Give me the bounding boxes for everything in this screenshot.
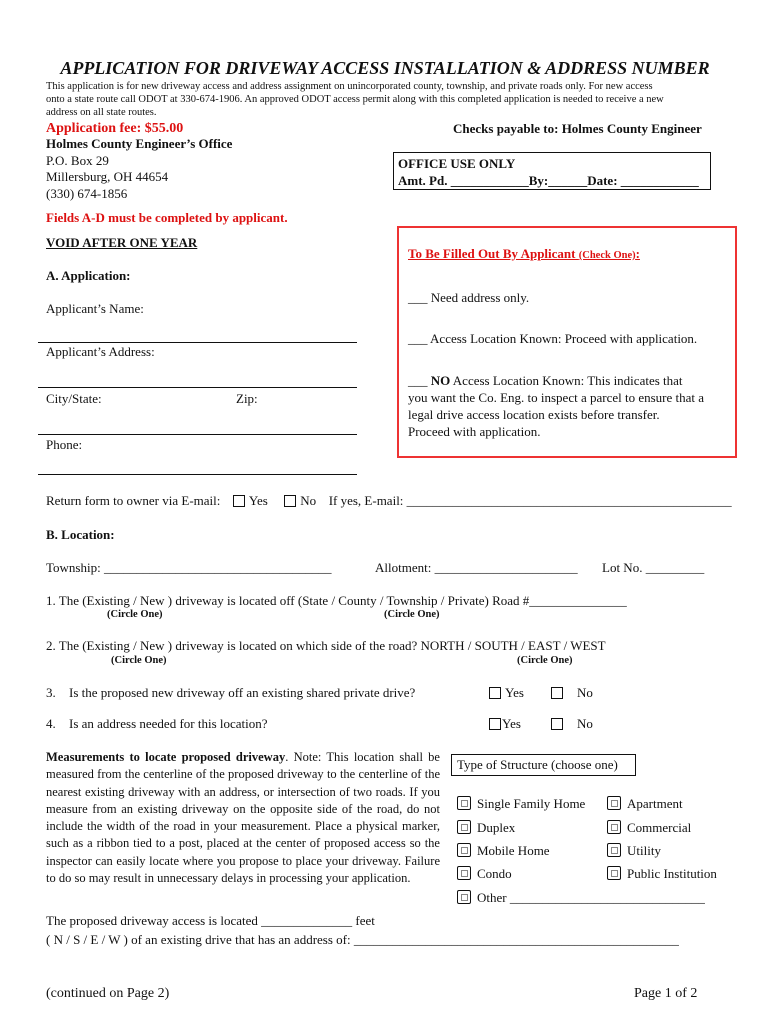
structure-other-field[interactable]: Other ______________________________ <box>477 890 705 905</box>
structure-checkbox[interactable] <box>607 796 621 810</box>
option-text: Access Location Known: This indicates that <box>450 373 683 388</box>
zip-label: Zip: <box>236 391 258 406</box>
q3-yes-label: Yes <box>505 685 524 700</box>
q3-no-checkbox[interactable] <box>551 687 563 699</box>
lot-field[interactable]: Lot No. _________ <box>602 560 705 575</box>
question-3-number: 3. <box>46 685 56 700</box>
return-email-field[interactable]: If yes, E-mail: __________________________________________________ <box>328 493 732 508</box>
phone-field[interactable] <box>38 474 357 475</box>
option-text: legal drive access location exists before transfer. <box>408 407 660 422</box>
structure-option-label: Commercial <box>627 820 692 835</box>
applicant-box-title <box>408 246 640 262</box>
structure-option[interactable] <box>607 866 717 882</box>
application-fee: Application fee: $55.00 <box>46 121 184 136</box>
option-no-word: NO <box>430 373 451 388</box>
applicant-box-colon: : <box>635 246 640 261</box>
q3-yes-checkbox[interactable] <box>489 687 501 699</box>
intro-line: onto a state route call ODOT at 330-674-1906. An approved ODOT access permit along with this completed application is needed to receive a new <box>46 94 664 105</box>
option-text: Proceed with application. <box>408 424 541 439</box>
q3-yes[interactable] <box>489 685 524 701</box>
structure-option[interactable] <box>457 820 515 836</box>
q4-yes-label: Yes <box>502 716 521 731</box>
structure-checkbox[interactable] <box>607 820 621 834</box>
return-yes-checkbox[interactable] <box>233 495 245 507</box>
measurements-paragraph <box>46 749 440 887</box>
city-state-zip-field[interactable] <box>38 434 357 435</box>
void-notice: VOID AFTER ONE YEAR <box>46 235 198 250</box>
question-4: Is an address needed for this location? <box>69 716 268 731</box>
section-a-heading: A. Application: <box>46 268 131 283</box>
measurements-lead: Measurements to locate proposed driveway <box>46 750 286 764</box>
measurements-text: . Note: This location shall be measured from the centerline of the proposed driveway to the centerline of the nearest existing driveway with an address, or intersection of two roads. If you measure from an existing driveway on the opposite side of the road, do not include the width of the road in your measurement. Place a physical marker, such as a ribbon tied to a post, placed at the center of proposed access so the inspector can easily locate where you propose to place your driveway. Failure to do so may result in unnecessary delays in processing your application. <box>46 750 440 886</box>
phone-label: Phone: <box>46 437 83 452</box>
q4-no[interactable] <box>551 716 593 732</box>
structure-option[interactable] <box>457 866 512 882</box>
question-2[interactable]: 2. The (Existing / New ) driveway is located on which side of the road? NORTH / SOUTH / EAST / WEST <box>46 638 606 653</box>
driveway-distance-field[interactable]: The proposed driveway access is located ______________ feet <box>46 913 375 928</box>
structure-option-label: Single Family Home <box>477 796 586 811</box>
intro-line: This application is for new driveway access and address assignment on unincorporated county, township, and private roads only. For new access <box>46 81 653 92</box>
return-yes-label: Yes <box>248 493 268 508</box>
office-phone: (330) 674-1856 <box>46 186 128 201</box>
question-4-number: 4. <box>46 716 56 731</box>
applicant-name-field[interactable] <box>38 342 357 343</box>
applicant-address-field[interactable] <box>38 387 357 388</box>
office-name: Holmes County Engineer’s Office <box>46 136 233 151</box>
question-1[interactable]: 1. The (Existing / New ) driveway is located off (State / County / Township / Private) Road #_______________ <box>46 593 627 608</box>
structure-option-other[interactable] <box>457 890 705 906</box>
question-3: Is the proposed new driveway off an existing shared private drive? <box>69 685 416 700</box>
structure-option[interactable] <box>607 796 683 812</box>
structure-checkbox[interactable] <box>457 890 471 904</box>
continued-note: (continued on Page 2) <box>46 986 170 1001</box>
return-form-label: Return form to owner via E-mail: <box>46 493 221 508</box>
page-title: APPLICATION FOR DRIVEWAY ACCESS INSTALLATION & ADDRESS NUMBER <box>60 58 710 78</box>
structure-option[interactable] <box>607 820 691 836</box>
q3-no-label: No <box>577 685 593 700</box>
structure-option-label: Utility <box>627 843 661 858</box>
structure-type-box <box>451 754 743 918</box>
checks-payable: Checks payable to: Holmes County Engineer <box>453 121 702 136</box>
structure-checkbox[interactable] <box>457 820 471 834</box>
applicant-box-title-text: To Be Filled Out By Applicant <box>408 246 576 261</box>
return-no-label: No <box>300 493 317 508</box>
circle-one-note: (Circle One) <box>111 655 167 666</box>
option-access-known[interactable]: ___ Access Location Known: Proceed with application. <box>408 331 698 346</box>
structure-option-label: Apartment <box>627 796 683 811</box>
structure-option[interactable] <box>607 843 661 859</box>
applicant-address-label: Applicant’s Address: <box>46 344 155 359</box>
office-use-title: OFFICE USE ONLY <box>398 156 516 171</box>
applicant-check-box <box>397 226 737 458</box>
check-one-note: (Check One) <box>578 250 636 261</box>
structure-checkbox[interactable] <box>457 866 471 880</box>
office-use-box <box>393 152 711 190</box>
return-no-checkbox[interactable] <box>284 495 296 507</box>
township-field[interactable]: Township: ___________________________________ <box>46 560 332 575</box>
fields-required-notice: Fields A-D must be completed by applicant. <box>46 210 288 225</box>
option-text: you want the Co. Eng. to inspect a parcel to ensure that a <box>408 390 705 405</box>
page-number: Page 1 of 2 <box>634 986 698 1001</box>
return-form-row <box>46 493 732 509</box>
structure-option[interactable] <box>457 843 550 859</box>
circle-one-note: (Circle One) <box>107 609 163 620</box>
office-city: Millersburg, OH 44654 <box>46 169 169 184</box>
structure-option-label: Mobile Home <box>477 843 550 858</box>
allotment-field[interactable]: Allotment: ______________________ <box>375 560 578 575</box>
circle-one-note: (Circle One) <box>517 655 573 666</box>
office-box: P.O. Box 29 <box>46 153 109 168</box>
existing-drive-address-field[interactable]: ( N / S / E / W ) of an existing drive that has an address of: __________________________________________________ <box>46 932 679 947</box>
option-blank: ___ <box>408 373 431 388</box>
structure-checkbox[interactable] <box>607 843 621 857</box>
q3-no[interactable] <box>551 685 593 701</box>
circle-one-note: (Circle One) <box>384 609 440 620</box>
intro-text <box>46 80 726 119</box>
city-state-label: City/State: <box>46 391 102 406</box>
option-no-access-known[interactable] <box>408 372 704 440</box>
structure-option[interactable] <box>457 796 585 812</box>
structure-type-heading: Type of Structure (choose one) <box>451 754 636 776</box>
office-use-amount: Amt. Pd. ____________By:______Date: ____________ <box>398 173 699 188</box>
q4-yes[interactable] <box>489 716 521 732</box>
structure-option-label: Public Institution <box>627 866 717 881</box>
structure-checkbox[interactable] <box>457 843 471 857</box>
structure-option-label: Condo <box>477 866 512 881</box>
q4-no-checkbox[interactable] <box>551 718 563 730</box>
q4-no-label: No <box>577 716 593 731</box>
option-need-address[interactable]: ___ Need address only. <box>408 290 530 305</box>
applicant-name-label: Applicant’s Name: <box>46 301 144 316</box>
structure-option-label: Duplex <box>477 820 516 835</box>
structure-checkbox[interactable] <box>607 866 621 880</box>
intro-line: address on all state routes. <box>46 107 157 118</box>
structure-checkbox[interactable] <box>457 796 471 810</box>
q4-yes-checkbox[interactable] <box>489 718 501 730</box>
section-b-heading: B. Location: <box>46 527 115 542</box>
